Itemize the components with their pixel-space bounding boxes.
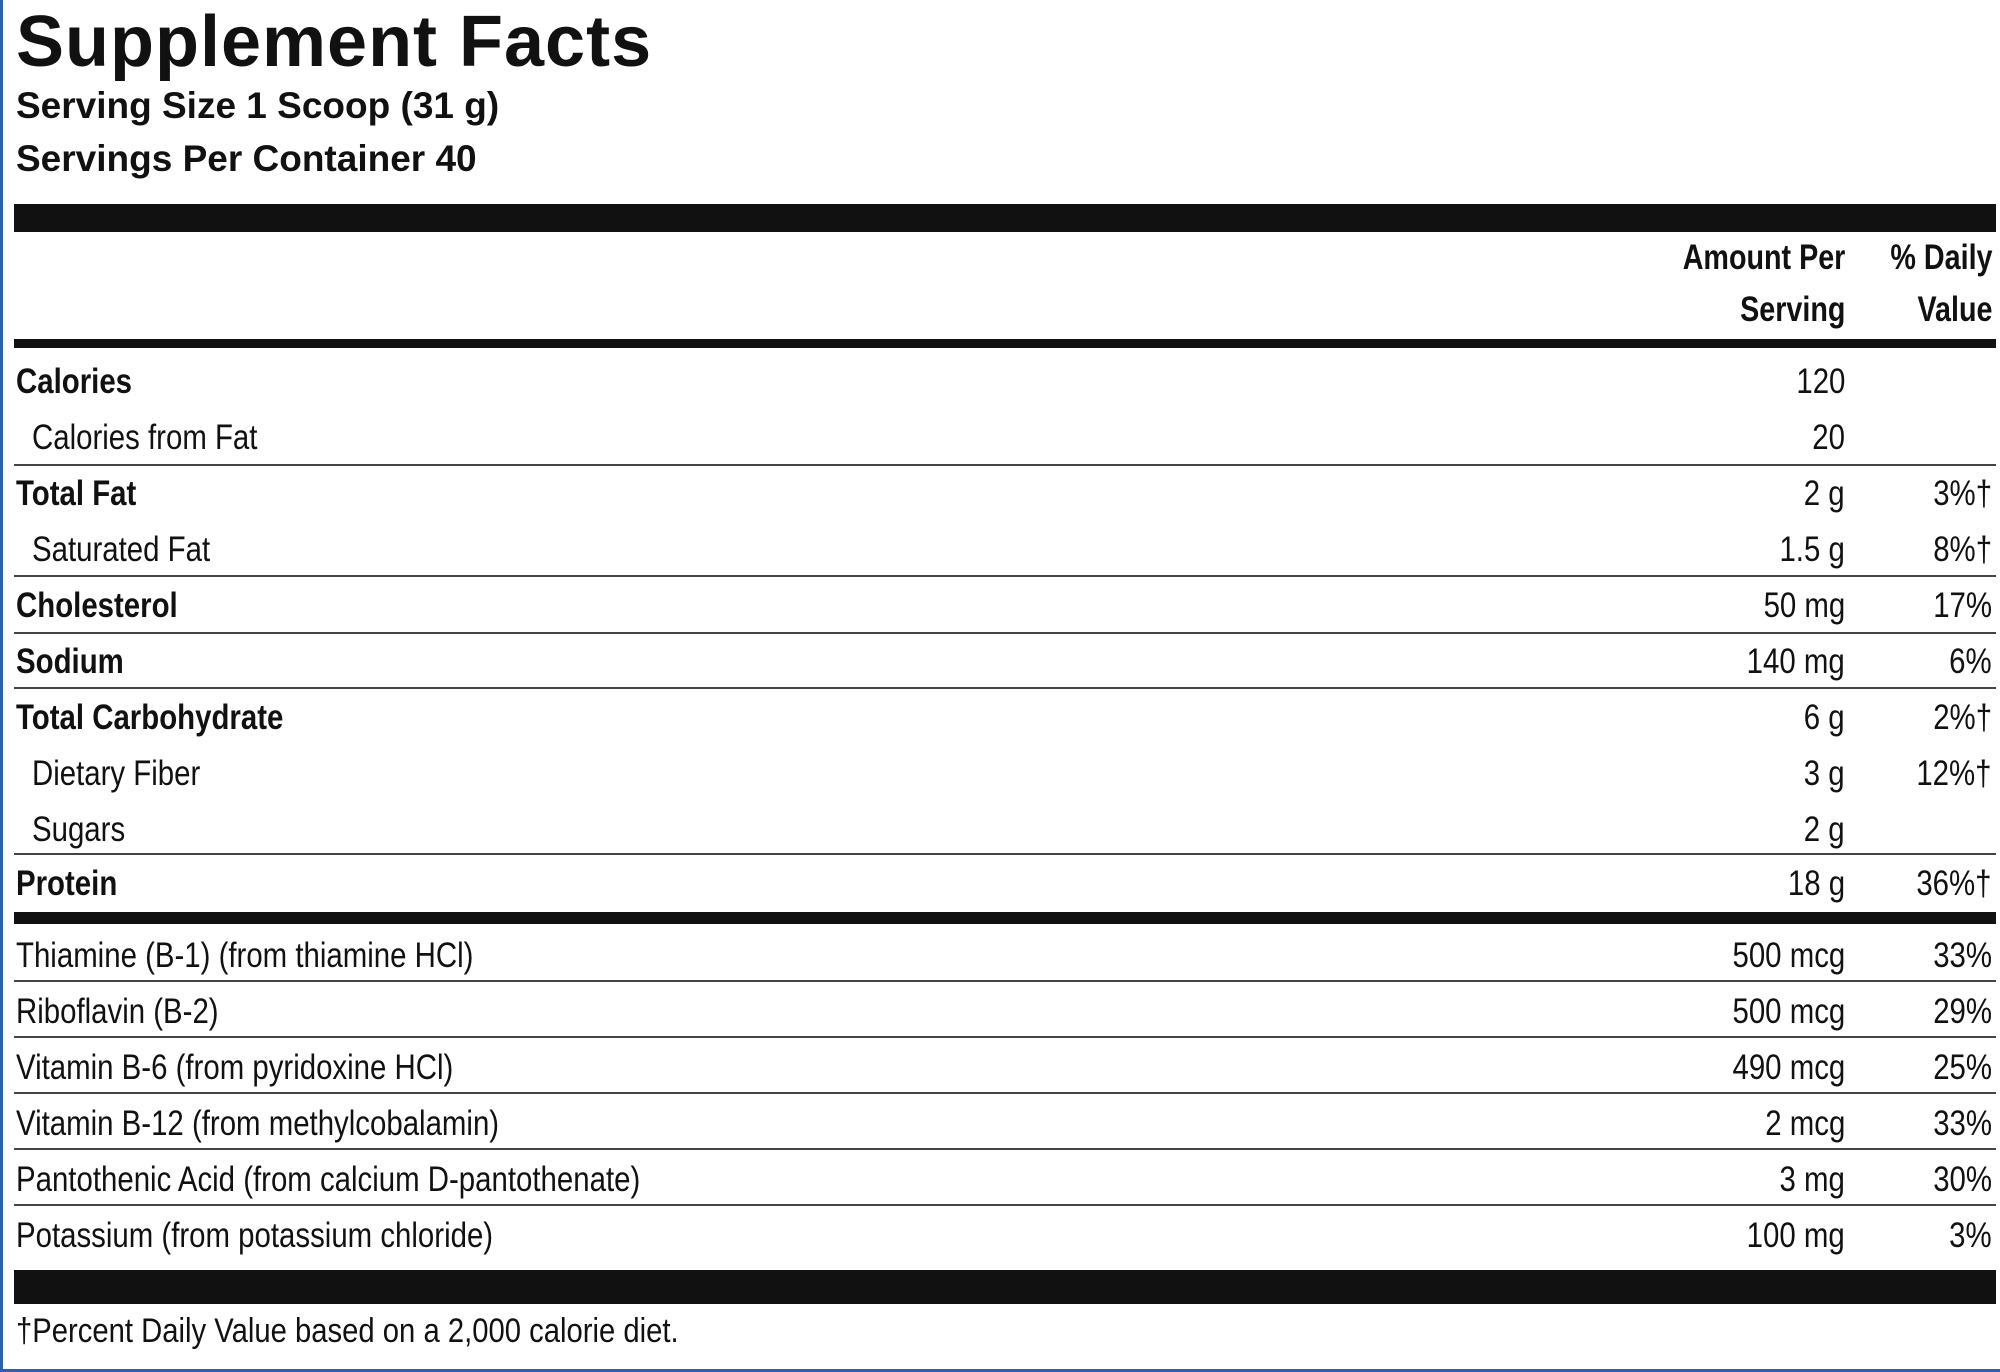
nutrient-amount: 2 g bbox=[1804, 474, 1845, 513]
nutrient-name: Saturated Fat bbox=[32, 530, 211, 569]
nutrient-name: Riboflavin (B-2) bbox=[16, 992, 219, 1031]
nutrient-amount: 2 g bbox=[1804, 810, 1845, 849]
nutrient-row bbox=[0, 856, 2000, 912]
nutrient-row bbox=[0, 466, 2000, 522]
nutrient-name: Protein bbox=[16, 864, 118, 903]
nutrient-amount: 490 mcg bbox=[1732, 1048, 1845, 1087]
nutrient-amount: 50 mg bbox=[1763, 586, 1845, 625]
serving-size: Serving Size 1 Scoop (31 g) bbox=[16, 85, 500, 126]
row-divider bbox=[14, 1204, 1996, 1206]
footnote: †Percent Daily Value based on a 2,000 calorie diet. bbox=[16, 1312, 679, 1350]
nutrient-amount: 20 bbox=[1812, 418, 1845, 457]
row-divider bbox=[14, 687, 1996, 689]
nutrient-name: Pantothenic Acid (from calcium D-pantothenate) bbox=[16, 1160, 641, 1199]
bottom-thick-bar bbox=[14, 1270, 1996, 1304]
row-divider bbox=[14, 575, 1996, 577]
nutrient-row bbox=[0, 410, 2000, 466]
nutrient-amount: 3 g bbox=[1804, 754, 1845, 793]
nutrient-amount: 1.5 g bbox=[1779, 530, 1845, 569]
nutrient-daily-value: 17% bbox=[1933, 586, 1992, 625]
nutrient-row bbox=[0, 802, 2000, 858]
nutrient-name: Thiamine (B-1) (from thiamine HCl) bbox=[16, 936, 474, 975]
nutrient-daily-value: 25% bbox=[1933, 1048, 1992, 1087]
nutrient-daily-value: 3%† bbox=[1933, 474, 1992, 513]
nutrient-amount: 500 mcg bbox=[1732, 936, 1845, 975]
nutrient-row bbox=[0, 1040, 2000, 1096]
nutrient-daily-value: 33% bbox=[1933, 936, 1992, 975]
nutrient-name: Calories bbox=[16, 362, 133, 401]
nutrient-daily-value: 12%† bbox=[1916, 754, 1992, 793]
nutrient-row bbox=[0, 746, 2000, 802]
servings-per-container: Servings Per Container 40 bbox=[16, 138, 477, 179]
dv-header-line2: Value bbox=[1917, 290, 1992, 329]
nutrient-amount: 140 mg bbox=[1746, 642, 1845, 681]
dv-header-line1: % Daily bbox=[1889, 238, 1992, 277]
nutrient-amount: 100 mg bbox=[1746, 1216, 1845, 1255]
nutrient-amount: 18 g bbox=[1787, 864, 1845, 903]
nutrient-daily-value: 8%† bbox=[1933, 530, 1992, 569]
nutrient-row bbox=[0, 1208, 2000, 1264]
nutrient-daily-value: 2%† bbox=[1933, 698, 1992, 737]
row-divider bbox=[14, 853, 1996, 855]
nutrient-name: Dietary Fiber bbox=[32, 754, 201, 793]
nutrient-name: Total Carbohydrate bbox=[16, 698, 284, 737]
nutrient-daily-value: 33% bbox=[1933, 1104, 1992, 1143]
nutrient-amount: 120 bbox=[1795, 362, 1845, 401]
nutrient-amount: 2 mcg bbox=[1764, 1104, 1845, 1143]
nutrient-name: Total Fat bbox=[16, 474, 137, 513]
nutrient-row bbox=[0, 354, 2000, 410]
nutrient-row bbox=[0, 522, 2000, 578]
nutrient-amount: 3 mg bbox=[1779, 1160, 1845, 1199]
row-divider bbox=[14, 1148, 1996, 1150]
nutrient-name: Sodium bbox=[16, 642, 124, 681]
nutrient-name: Potassium (from potassium chloride) bbox=[16, 1216, 494, 1255]
nutrient-name: Calories from Fat bbox=[32, 418, 258, 457]
section-thick-bar bbox=[14, 912, 1996, 924]
nutrient-amount: 500 mcg bbox=[1732, 992, 1845, 1031]
row-divider bbox=[14, 1092, 1996, 1094]
nutrient-row bbox=[0, 928, 2000, 984]
label-title: Supplement Facts bbox=[16, 2, 653, 82]
nutrient-daily-value: 3% bbox=[1949, 1216, 1992, 1255]
nutrient-daily-value: 36%† bbox=[1916, 864, 1992, 903]
nutrient-daily-value: 6% bbox=[1949, 642, 1992, 681]
nutrient-name: Sugars bbox=[32, 810, 126, 849]
row-divider bbox=[14, 980, 1996, 982]
nutrient-row bbox=[0, 634, 2000, 690]
nutrient-row bbox=[0, 984, 2000, 1040]
nutrient-daily-value: 29% bbox=[1933, 992, 1992, 1031]
nutrient-row bbox=[0, 690, 2000, 746]
nutrient-row bbox=[0, 1152, 2000, 1208]
amount-header-line2: Serving bbox=[1739, 290, 1845, 329]
nutrient-row bbox=[0, 1096, 2000, 1152]
nutrient-name: Cholesterol bbox=[16, 586, 178, 625]
header-rule bbox=[14, 339, 1996, 348]
top-thick-bar bbox=[14, 204, 1996, 232]
row-divider bbox=[14, 1036, 1996, 1038]
nutrient-name: Vitamin B-12 (from methylcobalamin) bbox=[16, 1104, 500, 1143]
nutrient-row bbox=[0, 578, 2000, 634]
nutrient-daily-value: 30% bbox=[1933, 1160, 1992, 1199]
amount-header-line1: Amount Per bbox=[1682, 238, 1845, 277]
nutrient-amount: 6 g bbox=[1804, 698, 1845, 737]
nutrient-name: Vitamin B-6 (from pyridoxine HCl) bbox=[16, 1048, 454, 1087]
